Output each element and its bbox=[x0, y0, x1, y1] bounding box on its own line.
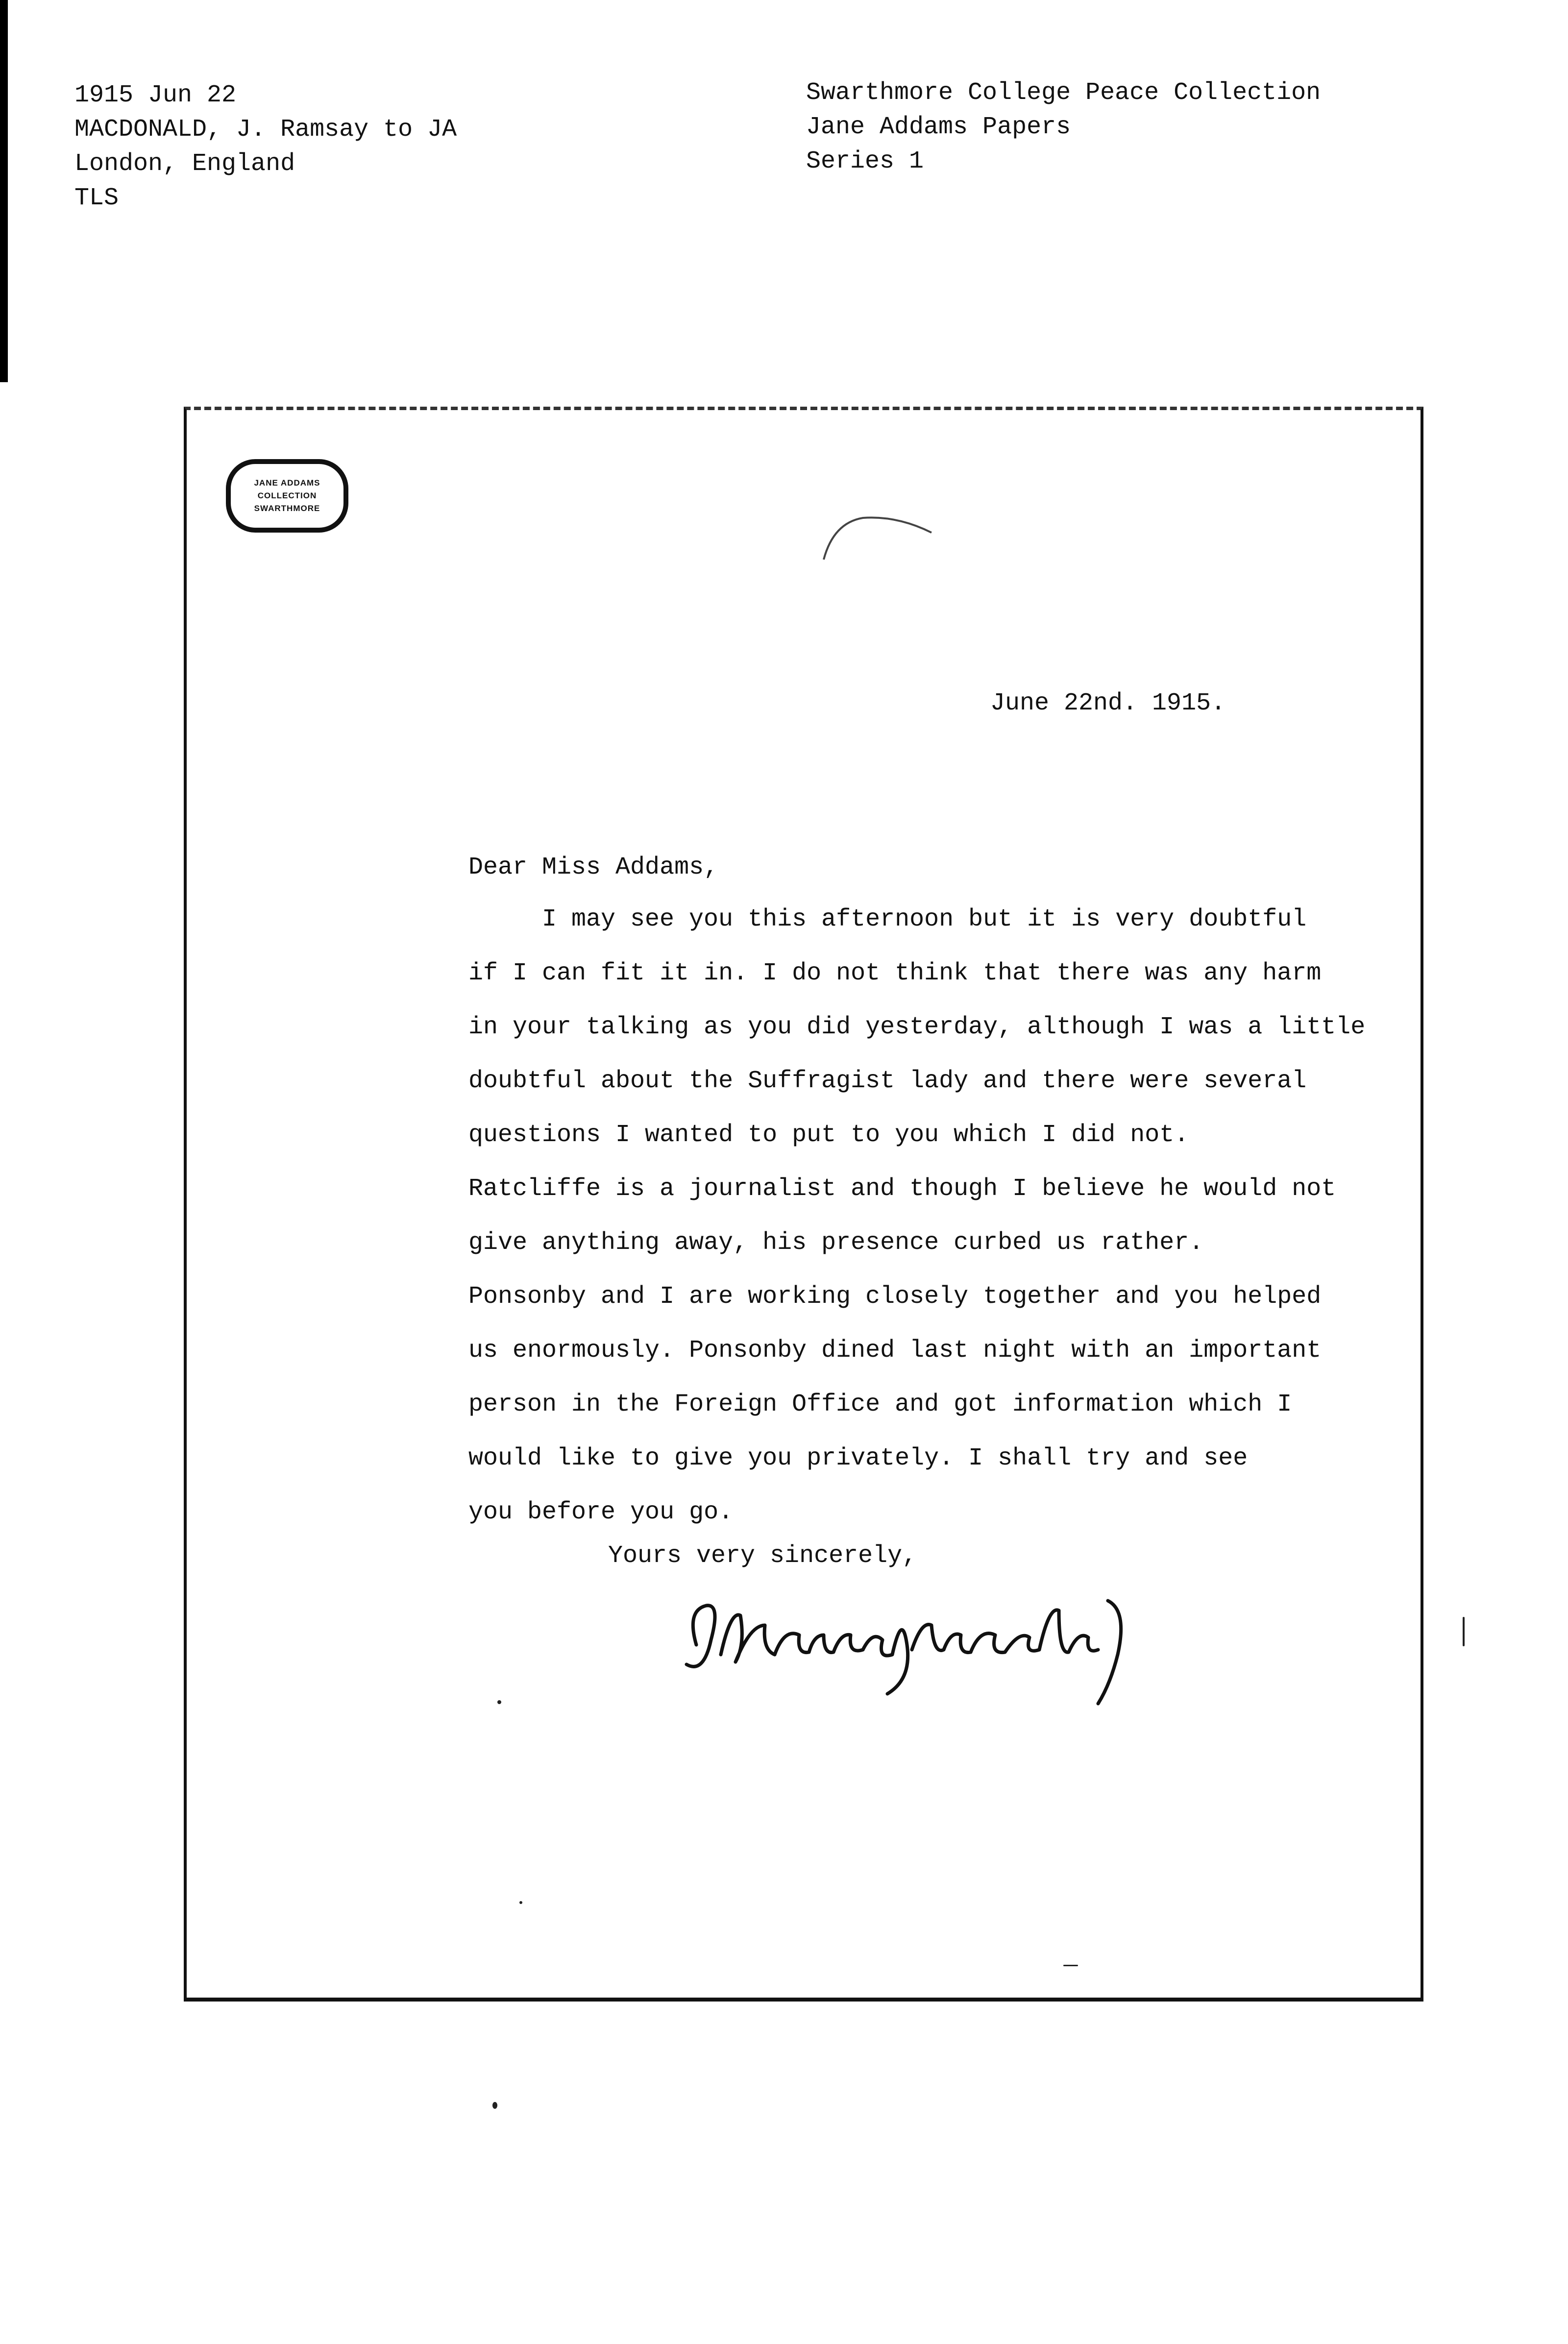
body-line: Ponsonby and I are working closely together and you helped bbox=[468, 1283, 1322, 1311]
catalog-header-left bbox=[74, 78, 457, 216]
closing: Yours very sincerely, bbox=[608, 1542, 917, 1570]
body-line: doubtful about the Suffragist lady and there were several bbox=[468, 1067, 1307, 1095]
catalog-date: 1915 Jun 22 bbox=[74, 81, 237, 109]
body-line: you before you go. bbox=[468, 1498, 734, 1526]
letter-body bbox=[468, 893, 1365, 1539]
body-line: if I can fit it in. I do not think that there was any harm bbox=[468, 959, 1322, 987]
letter-date: June 22nd. 1915. bbox=[990, 689, 1226, 717]
scan-speck bbox=[492, 2102, 497, 2109]
scan-edge-bar bbox=[0, 0, 8, 382]
body-line: would like to give you privately. I shall try and see bbox=[468, 1444, 1248, 1472]
body-line: I may see you this afternoon but it is very doubtful bbox=[542, 905, 1307, 933]
body-line: give anything away, his presence curbed us rather. bbox=[468, 1229, 1204, 1257]
catalog-place: London, England bbox=[74, 150, 295, 178]
body-line: questions I wanted to put to you which I did not. bbox=[468, 1121, 1189, 1149]
body-line: in your talking as you did yesterday, although I was a little bbox=[468, 1013, 1366, 1041]
body-line: us enormously. Ponsonby dined last night with an important bbox=[468, 1337, 1322, 1365]
body-line: person in the Foreign Office and got information which I bbox=[468, 1391, 1292, 1418]
collection-name: Swarthmore College Peace Collection bbox=[806, 79, 1321, 107]
stamp-line: JANE ADDAMS bbox=[254, 478, 320, 488]
pencil-mark-icon bbox=[819, 513, 936, 567]
scan-speck bbox=[1463, 1617, 1465, 1646]
scan-speck bbox=[519, 1901, 522, 1904]
body-line: Ratcliffe is a journalist and though I believe he would not bbox=[468, 1175, 1336, 1203]
stamp-line: SWARTHMORE bbox=[254, 504, 320, 513]
collection-stamp bbox=[226, 459, 348, 533]
series-name: Series 1 bbox=[806, 147, 924, 175]
catalog-header-right bbox=[806, 76, 1321, 179]
catalog-type: TLS bbox=[74, 184, 119, 212]
catalog-correspondents: MACDONALD, J. Ramsay to JA bbox=[74, 116, 457, 144]
salutation: Dear Miss Addams, bbox=[468, 854, 719, 881]
stamp-line: COLLECTION bbox=[257, 491, 317, 500]
letter-sheet bbox=[184, 407, 1423, 2002]
scan-speck bbox=[497, 1700, 501, 1704]
handwritten-signature bbox=[677, 1581, 1142, 1709]
scan-speck bbox=[1063, 1965, 1078, 1966]
papers-name: Jane Addams Papers bbox=[806, 113, 1071, 141]
